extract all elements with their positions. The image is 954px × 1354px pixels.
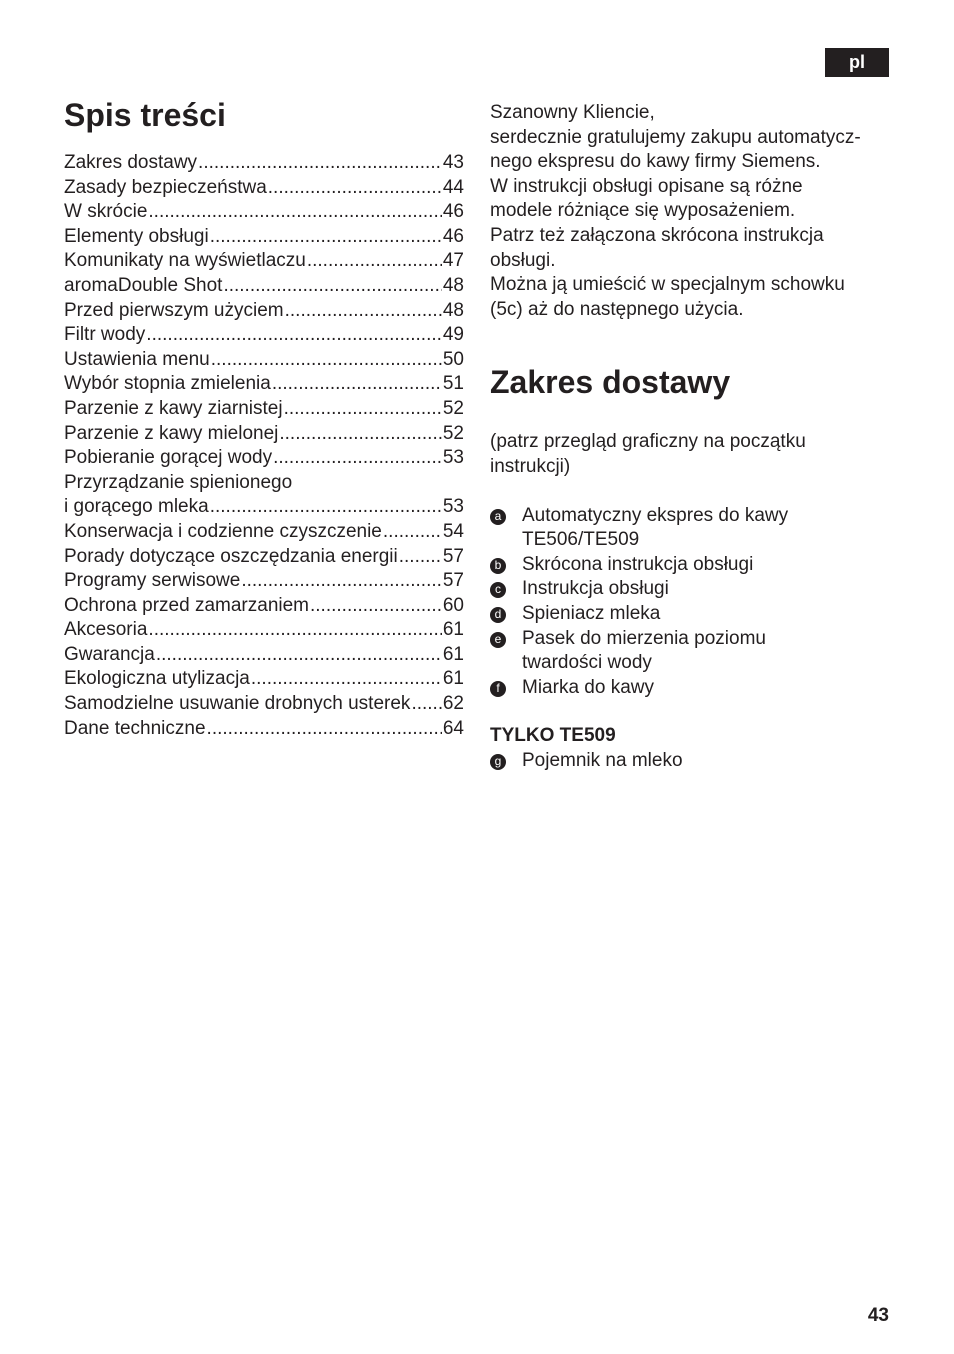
- toc-entry: [64, 471, 464, 496]
- toc-entry: [64, 594, 464, 619]
- item-text: [522, 602, 900, 627]
- toc-entry-title: Konserwacja i codzienne czyszczenie: [64, 520, 382, 542]
- toc-entry-page: 44: [442, 176, 464, 198]
- item-line: TE506/TE509: [522, 529, 640, 551]
- toc-entry-title: W skrócie: [64, 201, 148, 223]
- toc-dot-leader: [210, 495, 442, 520]
- toc-entry: [64, 274, 464, 299]
- toc-entry: [64, 397, 464, 422]
- item-line: twardości wody: [522, 652, 652, 674]
- item-line: Spieniacz mleka: [522, 602, 661, 624]
- greeting-line: (5c) aż do następnego użycia.: [490, 298, 744, 320]
- toc-dot-leader: [307, 249, 442, 274]
- toc-entry-page: 53: [442, 447, 464, 469]
- toc-entry: [64, 422, 464, 447]
- toc-entry: [64, 372, 464, 397]
- toc-entry-title: Pobieranie gorącej wody: [64, 447, 273, 469]
- item-text: [522, 504, 900, 553]
- list-item: [490, 676, 900, 701]
- toc-entry: [64, 692, 464, 717]
- item-line: Pasek do mierzenia poziomu: [522, 627, 766, 649]
- toc-entry-title: Ustawienia menu: [64, 348, 210, 370]
- toc-entry-page: 49: [442, 324, 464, 346]
- item-letter-badge: b: [490, 558, 506, 574]
- toc-entry-title: Ochrona przed zamarzaniem: [64, 594, 309, 616]
- intro-line: (patrz przegląd graficzny na początku: [490, 431, 806, 453]
- toc-entry: [64, 545, 464, 570]
- item-line: Automatyczny ekspres do kawy: [522, 504, 789, 526]
- toc-entry-title: aromaDouble Shot: [64, 274, 223, 296]
- table-of-contents: [64, 93, 464, 741]
- toc-entry-page: 57: [442, 545, 464, 567]
- greeting-line: obsługi.: [490, 249, 556, 271]
- item-line: Pojemnik na mleko: [522, 749, 683, 771]
- greeting-paragraph: [490, 101, 900, 322]
- toc-dot-leader: [273, 446, 442, 471]
- toc-entry-title: Akcesoria: [64, 619, 148, 641]
- toc-dot-leader: [272, 372, 442, 397]
- item-line: Instrukcja obsługi: [522, 578, 669, 600]
- toc-dot-leader: [211, 348, 442, 373]
- toc-entry-title: Komunikaty na wyświetlaczu: [64, 250, 306, 272]
- toc-entry-title: Zasady bezpieczeństwa: [64, 176, 267, 198]
- toc-entry: [64, 618, 464, 643]
- greeting-line: W instrukcji obsługi opisane są różne: [490, 175, 803, 197]
- greeting-line: Szanowny Kliencie,: [490, 102, 655, 123]
- toc-entry: [64, 200, 464, 225]
- item-line: Skrócona instrukcja obsługi: [522, 553, 754, 575]
- toc-entry-page: 47: [442, 250, 464, 272]
- item-line: Miarka do kawy: [522, 676, 654, 698]
- list-item: [490, 749, 900, 774]
- toc-entry: [64, 643, 464, 668]
- right-column: [490, 101, 900, 773]
- toc-dot-leader: [223, 274, 441, 299]
- toc-entry: [64, 176, 464, 201]
- item-text: [522, 676, 900, 701]
- toc-dot-leader: [284, 397, 442, 422]
- toc-entry-page: 61: [442, 619, 464, 641]
- toc-entry-title: Samodzielne usuwanie drobnych usterek: [64, 693, 411, 715]
- toc-dot-leader: [148, 618, 441, 643]
- item-letter-badge: c: [490, 582, 506, 598]
- toc-entry: [64, 569, 464, 594]
- toc-entry-page: 48: [442, 299, 464, 321]
- toc-entry-title: Porady dotyczące oszczędzania energii: [64, 545, 398, 567]
- greeting-line: nego ekspresu do kawy firmy Siemens.: [490, 151, 821, 173]
- item-text: [522, 749, 900, 774]
- toc-entry: [64, 667, 464, 692]
- toc-dot-leader: [268, 176, 442, 201]
- toc-entry: [64, 225, 464, 250]
- list-item: [490, 602, 900, 627]
- item-text: [522, 553, 900, 578]
- toc-dot-leader: [156, 643, 442, 668]
- toc-entry-title: Parzenie z kawy ziarnistej: [64, 397, 283, 419]
- toc-dot-leader: [285, 299, 442, 324]
- list-item: [490, 553, 900, 578]
- item-letter-badge: f: [490, 681, 506, 697]
- toc-entry-page: 52: [442, 422, 464, 444]
- delivery-section-title: Zakres dostawy: [490, 364, 731, 401]
- toc-dot-leader: [310, 594, 442, 619]
- toc-dot-leader: [279, 422, 441, 447]
- toc-entry-title: Filtr wody: [64, 324, 146, 346]
- toc-entry-page: 61: [442, 643, 464, 665]
- language-tab: pl: [825, 48, 889, 77]
- toc-dot-leader: [148, 200, 441, 225]
- toc-entry-page: 62: [442, 693, 464, 715]
- toc-entry: [64, 348, 464, 373]
- toc-dot-leader: [146, 323, 442, 348]
- toc-entry: [64, 249, 464, 274]
- toc-entry-page: 57: [442, 570, 464, 592]
- toc-entry-page: 53: [442, 496, 464, 518]
- toc-entry-page: 60: [442, 594, 464, 616]
- item-letter-badge: e: [490, 632, 506, 648]
- item-text: [522, 627, 900, 676]
- delivery-intro: [490, 430, 900, 479]
- item-letter-badge: g: [490, 754, 506, 770]
- toc-entry: [64, 446, 464, 471]
- toc-entry-title: Wybór stopnia zmielenia: [64, 373, 271, 395]
- toc-entry-title: Zakres dostawy: [64, 152, 198, 173]
- toc-dot-leader: [207, 717, 442, 742]
- toc-dot-leader: [251, 667, 442, 692]
- toc-entry-title: Programy serwisowe: [64, 570, 241, 592]
- toc-entry-page: 52: [442, 397, 464, 419]
- toc-entry-page: 51: [442, 373, 464, 395]
- only-te509-items: [490, 749, 900, 774]
- list-item: [490, 504, 900, 553]
- item-letter-badge: a: [490, 509, 506, 525]
- greeting-line: modele różniące się wyposażeniem.: [490, 200, 796, 222]
- toc-list: [64, 151, 464, 741]
- toc-entry-page: 64: [442, 717, 464, 739]
- toc-entry: [64, 520, 464, 545]
- toc-entry: [64, 323, 464, 348]
- toc-dot-leader: [198, 151, 442, 176]
- page-number: 43: [867, 1305, 889, 1326]
- greeting-line: Patrz też załączona skrócona instrukcja: [490, 224, 824, 246]
- toc-entry-page: 48: [442, 274, 464, 296]
- toc-entry-title: Przed pierwszym użyciem: [64, 299, 284, 321]
- intro-line: instrukcji): [490, 455, 571, 477]
- toc-entry-title: Gwarancja: [64, 643, 155, 665]
- toc-entry-page: 43: [442, 152, 464, 173]
- toc-entry-page: 46: [442, 225, 464, 247]
- greeting-line: serdecznie gratulujemy zakupu automatycz-: [490, 126, 861, 148]
- item-letter-badge: d: [490, 607, 506, 623]
- item-text: [522, 577, 900, 602]
- greeting-line: Można ją umieścić w specjalnym schowku: [490, 274, 845, 296]
- toc-entry: [64, 299, 464, 324]
- toc-dot-leader: [241, 569, 442, 594]
- toc-entry-title: Przyrządzanie spienionego: [64, 471, 293, 493]
- list-item: [490, 577, 900, 602]
- toc-entry-page: 46: [442, 201, 464, 223]
- toc-entry-title: i gorącego mleka: [64, 496, 209, 518]
- toc-entry: [64, 495, 464, 520]
- toc-dot-leader: [383, 520, 442, 545]
- only-te509-heading: TYLKO TE509: [490, 725, 616, 747]
- toc-entry-title: Ekologiczna utylizacja: [64, 668, 250, 690]
- toc-entry-title: Parzenie z kawy mielonej: [64, 422, 279, 444]
- list-item: [490, 627, 900, 676]
- toc-dot-leader: [411, 692, 441, 717]
- toc-entry-title: Elementy obsługi: [64, 225, 209, 247]
- toc-dot-leader: [399, 545, 442, 570]
- toc-entry: [64, 717, 464, 742]
- toc-title: Spis treści: [64, 97, 226, 133]
- toc-entry-page: 54: [442, 520, 464, 542]
- toc-entry: [64, 151, 464, 176]
- toc-entry-page: 61: [442, 668, 464, 690]
- toc-entry-title: Dane techniczne: [64, 717, 206, 739]
- delivery-items: [490, 504, 900, 701]
- toc-dot-leader: [210, 225, 442, 250]
- toc-entry-page: 50: [442, 348, 464, 370]
